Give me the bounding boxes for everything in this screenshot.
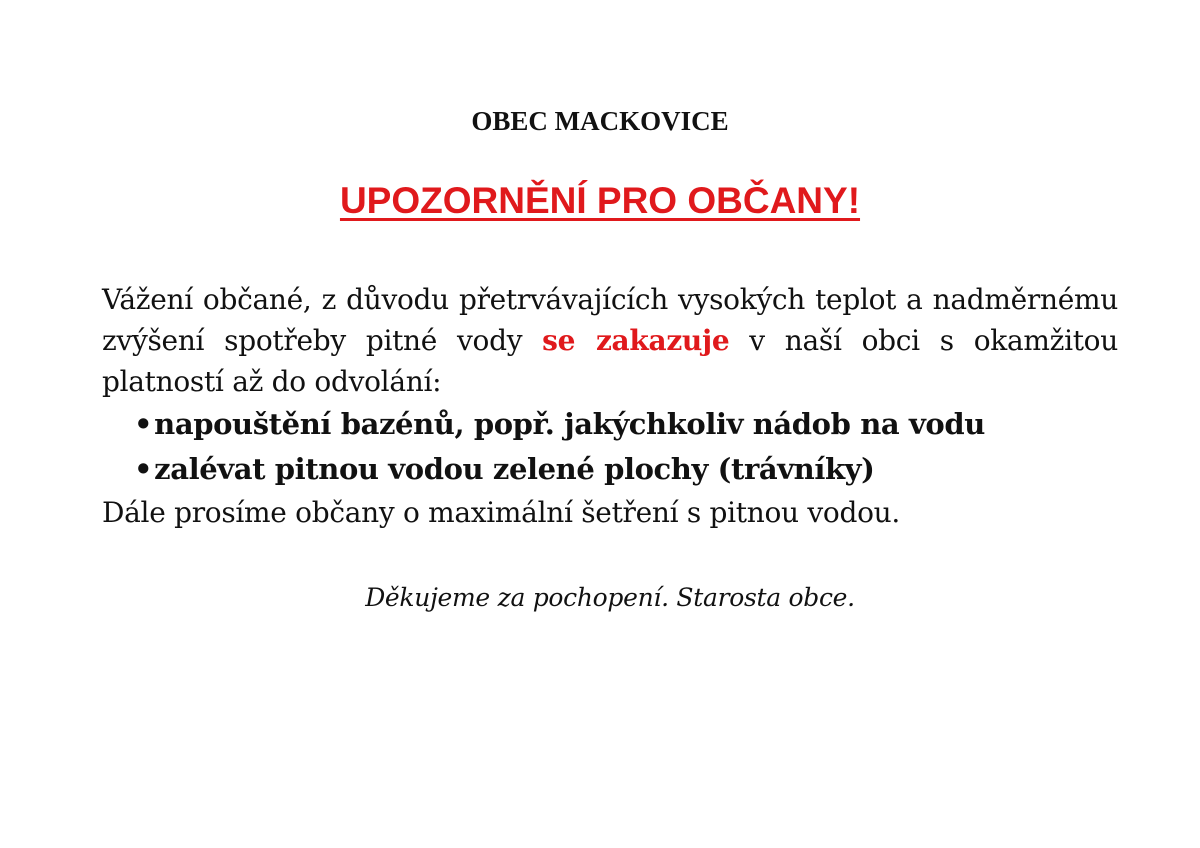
headline-text: UPOZORNĚNÍ PRO OBČANY! (339, 180, 861, 221)
list-item (134, 402, 1118, 447)
list-item-text: napouštění bazénů, popř. jakýchkoliv nádob na vodu (154, 407, 985, 441)
intro-text-after: v naší obci s okamžitou platností až do odvolání: (102, 324, 1118, 398)
notice-body (102, 279, 1118, 533)
intro-text-before: Vážení občané, z důvodu přetrvávajících vysokých teplot a nadměrnému zvýšení spotřeby pitné vody (102, 283, 1118, 357)
bullet-icon: • (134, 452, 153, 486)
list-item-text: zalévat pitnou vodou zelené plochy (trávníky) (154, 452, 875, 486)
list-item (134, 447, 1118, 492)
closing-paragraph: Dále prosíme občany o maximální šetření s pitnou vodou. (102, 496, 900, 529)
signature-line: Děkujeme za pochopení. Starosta obce. (365, 583, 855, 612)
notice-headline (0, 176, 1200, 226)
intro-paragraph (102, 279, 1118, 402)
municipality-name: OBEC MACKOVICE (471, 106, 729, 136)
prohibition-list (102, 402, 1118, 492)
prohibition-emphasis: se zakazuje (542, 324, 730, 357)
bullet-icon: • (134, 407, 153, 441)
